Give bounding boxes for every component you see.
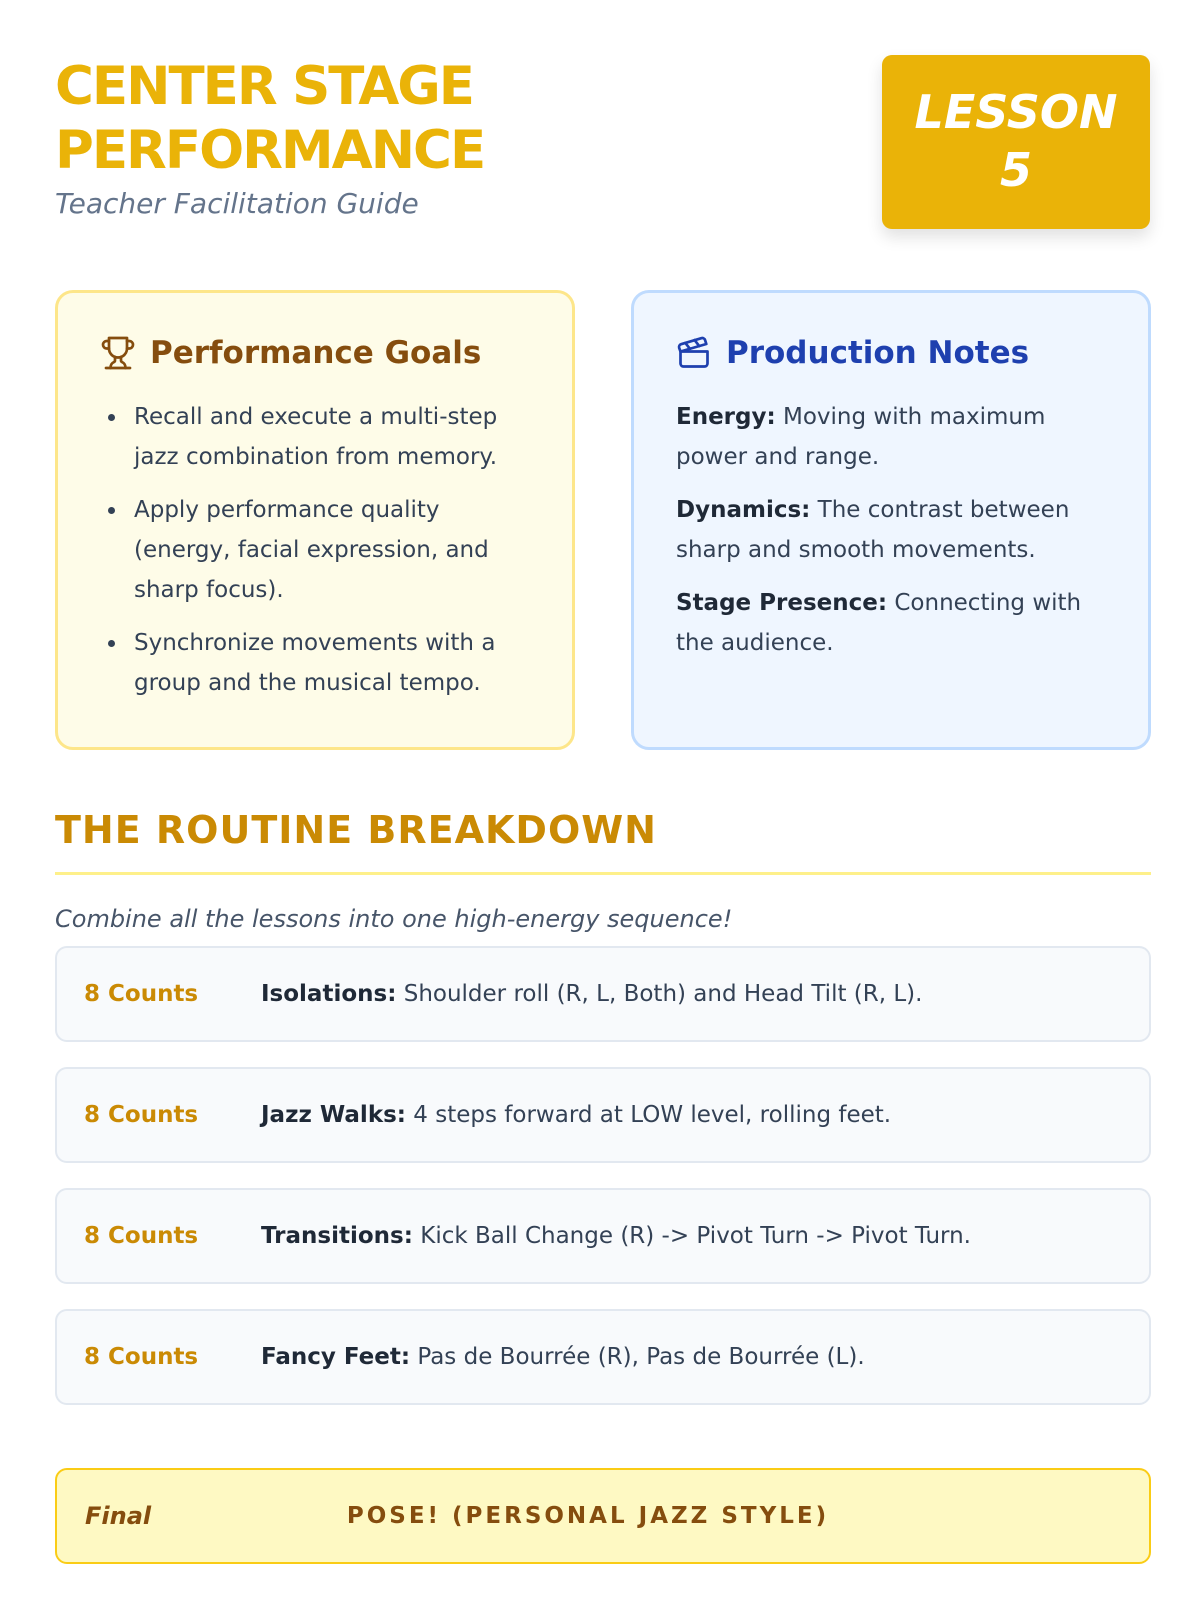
step-description xyxy=(261,1344,865,1370)
title-line-2: PERFORMANCE xyxy=(55,120,485,181)
notes-title: Production Notes xyxy=(726,335,1030,371)
step-description xyxy=(261,981,922,1007)
final-pose-text: POSE! (PERSONAL JAZZ STYLE) xyxy=(346,1503,830,1529)
note-stage-presence xyxy=(676,583,1106,663)
page-header xyxy=(55,55,1150,235)
step-text: Shoulder roll (R, L, Both) and Head Tilt (R, L). xyxy=(396,981,923,1007)
note-text: The contrast between sharp and smooth movements. xyxy=(676,497,1070,563)
routine-step-jazz-walks xyxy=(55,1067,1151,1163)
list-item: Recall and execute a multi-step jazz combination from memory. xyxy=(100,397,530,477)
goals-list xyxy=(100,397,530,703)
note-text: Connecting with the audience. xyxy=(676,590,1082,656)
notes-header xyxy=(676,335,1106,371)
page-subtitle: Teacher Facilitation Guide xyxy=(55,187,419,220)
note-term: Dynamics: xyxy=(676,497,811,523)
step-count: 8 Counts xyxy=(84,1223,199,1249)
title-line-1: CENTER STAGE xyxy=(55,56,474,117)
step-name: Jazz Walks: xyxy=(261,1102,406,1128)
goals-header xyxy=(100,335,530,371)
production-notes-card xyxy=(631,290,1151,750)
note-text: Moving with maximum power and range. xyxy=(676,404,1046,470)
note-dynamics xyxy=(676,490,1106,570)
note-energy xyxy=(676,397,1106,477)
step-text: Pas de Bourrée (R), Pas de Bourrée (L). xyxy=(410,1344,865,1370)
step-name: Transitions: xyxy=(261,1223,413,1249)
section-divider xyxy=(55,872,1151,875)
step-description xyxy=(261,1223,971,1249)
step-count: 8 Counts xyxy=(84,981,199,1007)
list-item: Synchronize movements with a group and the musical tempo. xyxy=(100,623,530,703)
step-name: Fancy Feet: xyxy=(261,1344,411,1370)
clapperboard-icon xyxy=(676,335,712,371)
goals-title: Performance Goals xyxy=(150,335,482,371)
list-item: Apply performance quality (energy, facial expression, and sharp focus). xyxy=(100,490,530,610)
note-term: Stage Presence: xyxy=(676,590,888,616)
routine-subtitle: Combine all the lessons into one high-energy sequence! xyxy=(55,905,733,933)
final-label: Final xyxy=(85,1502,152,1530)
step-count: 8 Counts xyxy=(84,1344,199,1370)
routine-step-isolations xyxy=(55,946,1151,1042)
step-name: Isolations: xyxy=(261,981,397,1007)
performance-goals-card xyxy=(55,290,575,750)
routine-step-transitions xyxy=(55,1188,1151,1284)
lesson-badge xyxy=(882,55,1150,229)
step-description xyxy=(261,1102,891,1128)
lesson-word: LESSON xyxy=(914,85,1118,139)
routine-step-fancy-feet xyxy=(55,1309,1151,1405)
routine-section-title: THE ROUTINE BREAKDOWN xyxy=(55,808,657,852)
step-text: Kick Ball Change (R) -> Pivot Turn -> Pivot Turn. xyxy=(412,1223,971,1249)
trophy-icon xyxy=(100,335,136,371)
routine-final-pose xyxy=(55,1468,1151,1564)
step-count: 8 Counts xyxy=(84,1102,199,1128)
lesson-number: 5 xyxy=(999,143,1032,197)
note-term: Energy: xyxy=(676,404,776,430)
step-text: 4 steps forward at LOW level, rolling feet. xyxy=(406,1102,892,1128)
